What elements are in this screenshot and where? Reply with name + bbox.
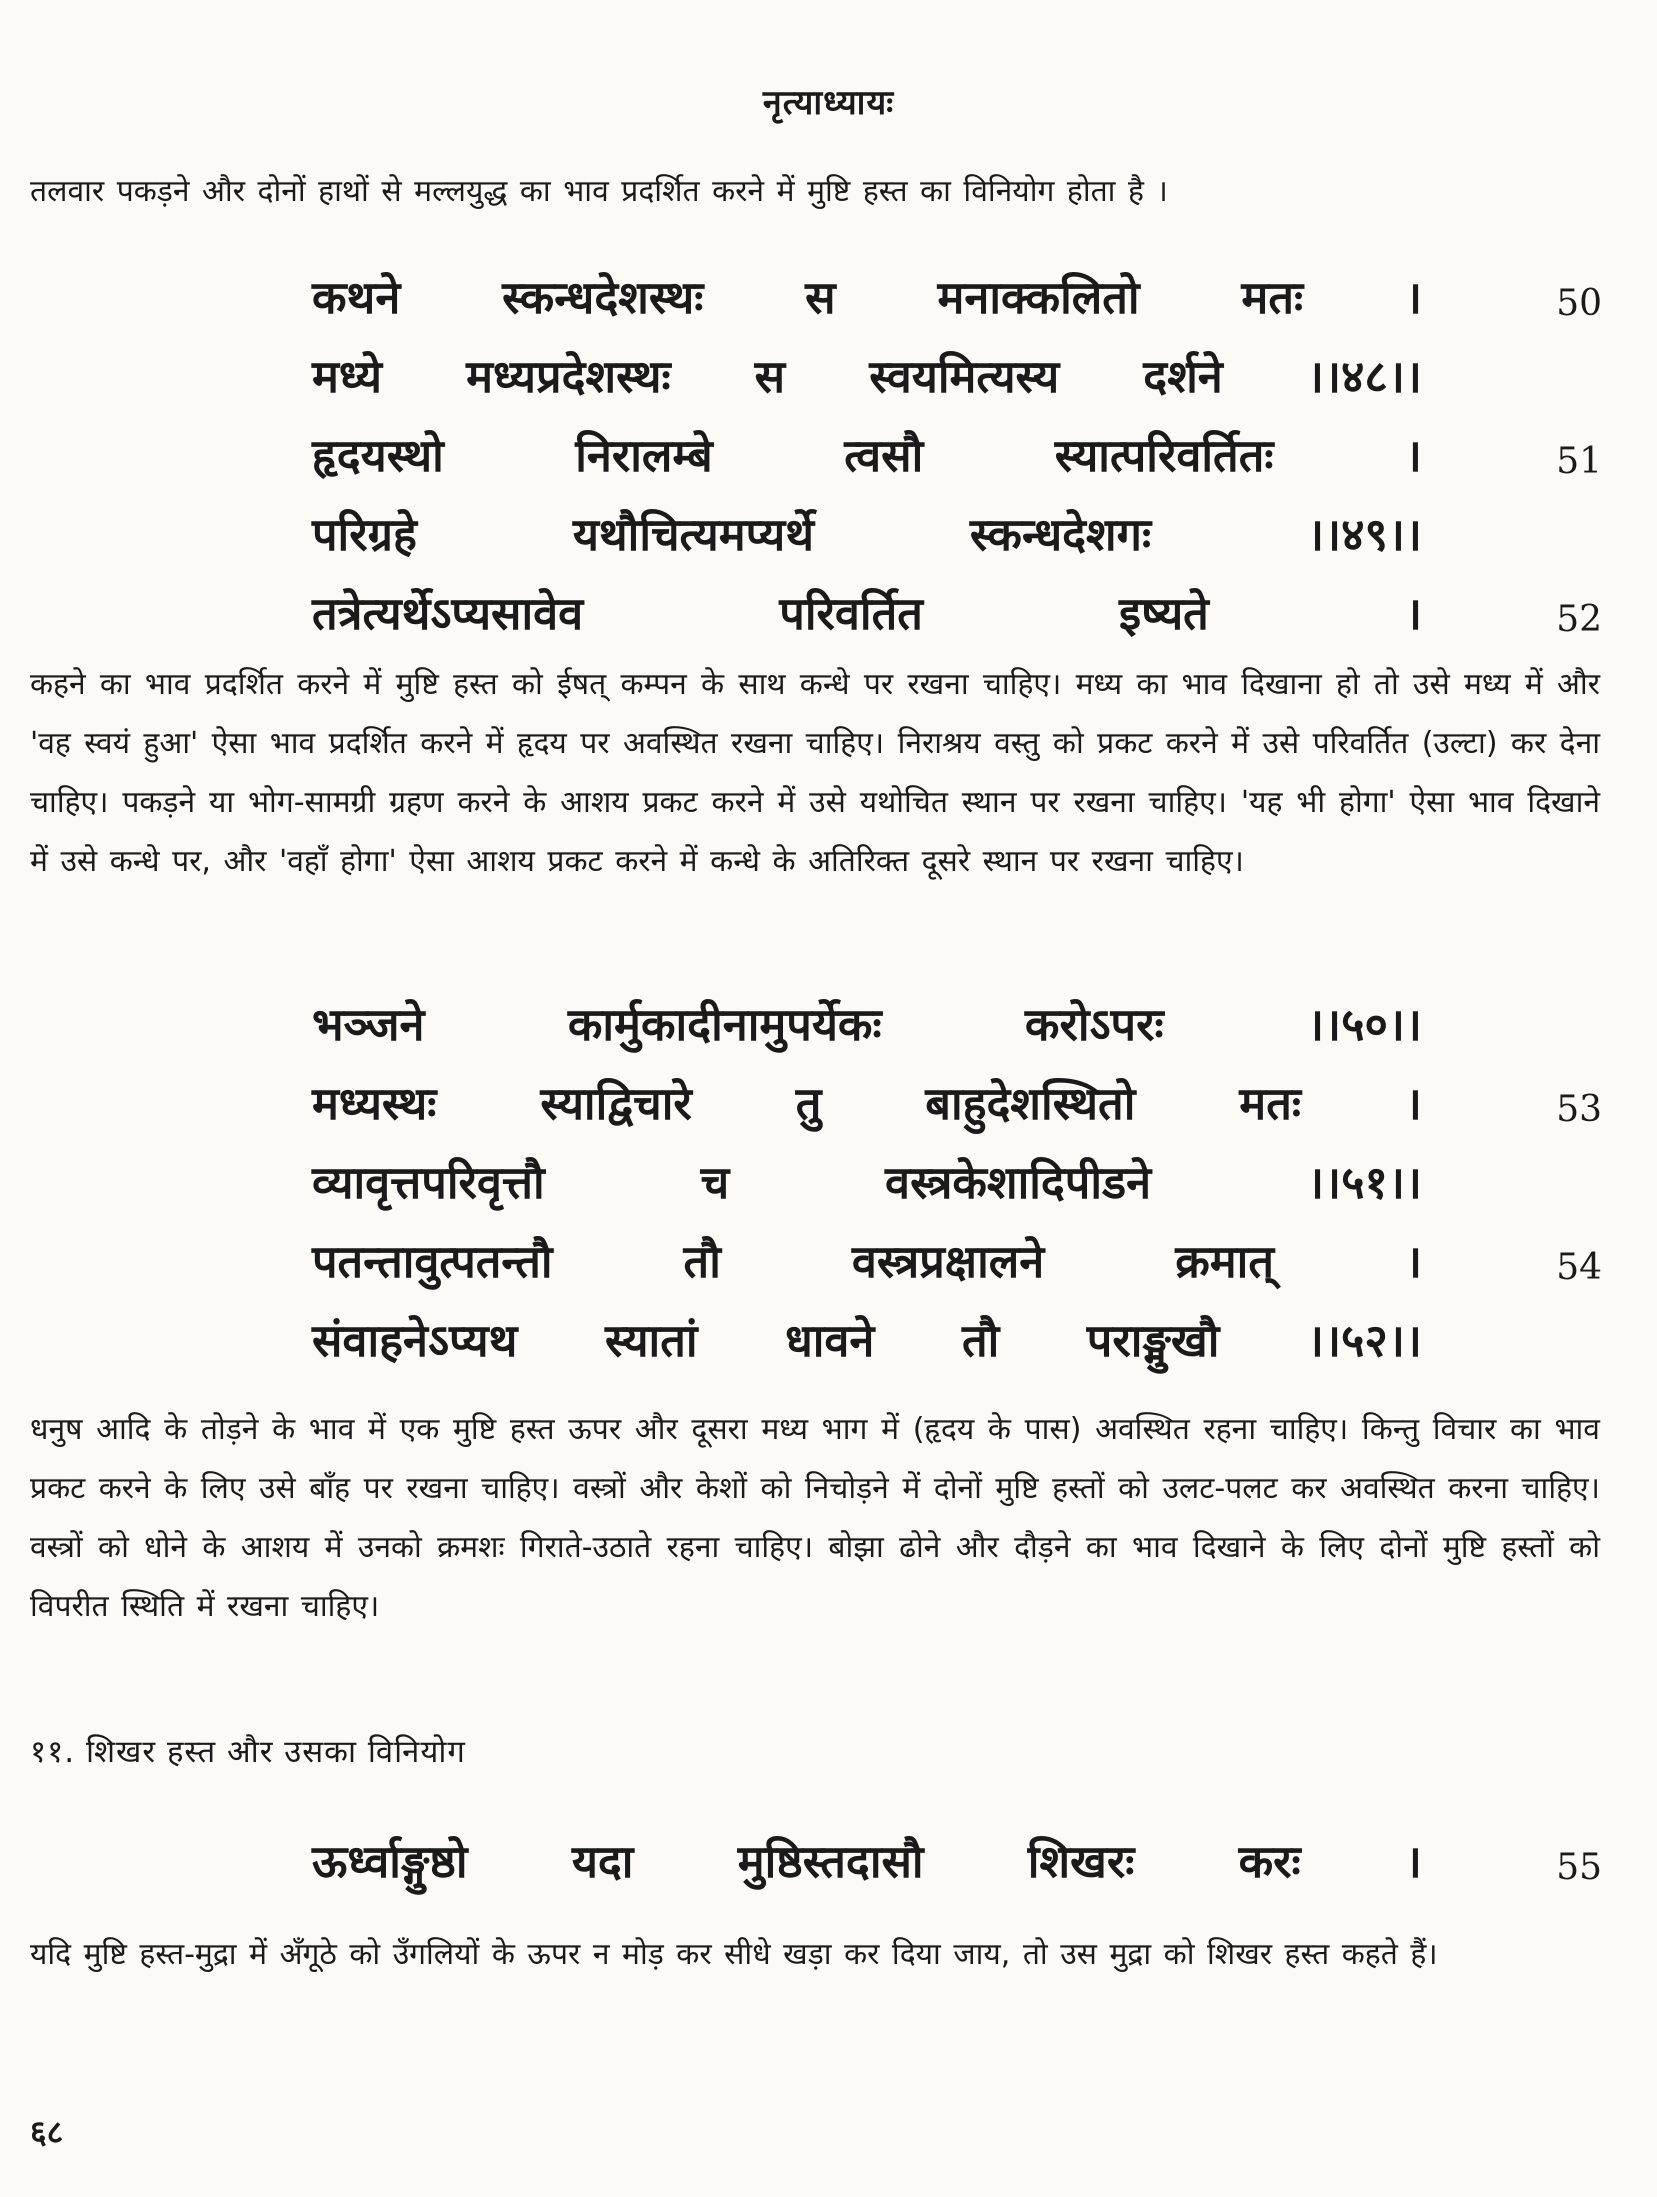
verse-word: इष्यते (1119, 587, 1209, 640)
verse-word: ।।५०।। (1306, 998, 1422, 1051)
verse-line (312, 1222, 1602, 1301)
verse-number: 50 (1556, 283, 1602, 324)
verse-text (312, 1064, 1422, 1143)
verse-word: संवाहनेऽप्यथ (312, 1314, 518, 1367)
verse-word: तु (795, 1077, 822, 1130)
verse-word: क्रमात् (1175, 1235, 1274, 1288)
verse-word: स (805, 271, 836, 324)
verse-number: 51 (1556, 441, 1602, 482)
verse-text (312, 1301, 1422, 1380)
section-heading-shikhar: ११. शिखर हस्त और उसका विनियोग (30, 1734, 466, 1770)
verse-line (312, 1301, 1602, 1380)
verse-line (312, 574, 1602, 653)
verse-word: स्कन्धदेशस्थः (502, 271, 704, 324)
verse-block-2 (312, 985, 1602, 1380)
verse-word: । (1404, 271, 1422, 324)
verse-word: भञ्जने (312, 998, 425, 1051)
paragraph-sword-wrestling: तलवार पकड़ने और दोनों हाथों से मल्लयुद्ध का भाव प्रदर्शित करने में मुष्टि हस्त का विनियोग होता है । (30, 174, 1168, 209)
verse-word: तौ (961, 1314, 1000, 1367)
verse-number: 52 (1556, 599, 1602, 640)
verse-number: 55 (1556, 1847, 1602, 1888)
verse-block-3 (312, 1822, 1602, 1901)
verse-word: मध्यस्थः (312, 1077, 437, 1130)
verse-word: स्यात्परिवर्तितः (1054, 429, 1274, 482)
verse-word: च (700, 1156, 730, 1209)
verse-word: तत्रेत्यर्थेऽप्यसावेव (312, 587, 584, 640)
verse-word: ऊर्ध्वाङ्गुष्ठो (312, 1835, 468, 1888)
verse-word: मध्यप्रदेशस्थः (466, 350, 671, 403)
verse-text (312, 258, 1422, 337)
verse-word: । (1404, 1835, 1422, 1888)
verse-word: यदा (571, 1835, 634, 1888)
verse-word: परिवर्तित (779, 587, 923, 640)
verse-word: परिग्रहे (312, 508, 417, 561)
verse-text (312, 1222, 1422, 1301)
verse-word: त्वसौ (844, 429, 924, 482)
verse-line (312, 258, 1602, 337)
verse-word: । (1404, 587, 1422, 640)
verse-word: तौ (683, 1235, 721, 1288)
verse-word: हृदयस्थो (312, 429, 444, 482)
verse-word: । (1404, 429, 1422, 482)
verse-word: व्यावृत्तपरिवृत्तौ (312, 1156, 545, 1209)
verse-line (312, 495, 1602, 574)
page-number: ६८ (30, 2113, 64, 2151)
verse-line (312, 985, 1602, 1064)
verse-line (312, 337, 1602, 416)
verse-word: स (754, 350, 786, 403)
verse-block-1 (312, 258, 1602, 653)
verse-word: निरालम्बे (575, 429, 713, 482)
verse-word: मतः (1241, 271, 1304, 324)
verse-word: स्यातां (604, 1314, 698, 1367)
verse-text (312, 416, 1422, 495)
verse-word: करः (1238, 1835, 1301, 1888)
verse-word: मध्ये (312, 350, 382, 403)
verse-word: ।।५१।। (1306, 1156, 1422, 1209)
running-head: नृत्याध्यायः (762, 83, 895, 123)
verse-word: ।।५२।। (1306, 1314, 1422, 1367)
verse-text (312, 985, 1422, 1064)
verse-word: । (1404, 1077, 1422, 1130)
verse-text (312, 337, 1422, 416)
verse-word: कथने (312, 271, 401, 324)
verse-word: पतन्तावुत्पतन्तौ (312, 1235, 553, 1288)
verse-line (312, 1064, 1602, 1143)
verse-word: । (1404, 1235, 1422, 1288)
verse-word: कार्मुकादीनामुपर्येकः (567, 998, 882, 1051)
verse-word: यथौचित्यमप्यर्थे (572, 508, 815, 561)
verse-line (312, 1822, 1602, 1901)
verse-text (312, 574, 1422, 653)
verse-number: 53 (1556, 1089, 1602, 1130)
verse-word: शिखरः (1027, 1835, 1135, 1888)
verse-word: करोऽपरः (1024, 998, 1164, 1051)
verse-text (312, 1143, 1422, 1222)
verse-word: बाहुदेशस्थितो (925, 1077, 1136, 1130)
verse-word: मुष्ठिस्तदासौ (737, 1835, 924, 1888)
verse-word: ।।४९।। (1306, 508, 1422, 561)
verse-word: स्याद्विचारे (540, 1077, 692, 1130)
verse-line (312, 416, 1602, 495)
verse-number: 54 (1556, 1247, 1602, 1288)
verse-word: दर्शने (1143, 350, 1223, 403)
paragraph-bow-breaking: धनुष आदि के तोड़ने के भाव में एक मुष्टि हस्त ऊपर और दूसरा मध्य भाग में (हृदय के पास) अवस्थित रहना चाहिए। किन्तु विचार का भाव प्रकट करने के लिए उसे बाँह पर रखना चाहिए। वस्त्रों और केशों को निचोड़ने में दोनों मुष्टि हस्तों को उलट-पलट कर अवस्थित करना चाहिए। वस्त्रों को धोने के आशय में उनको क्रमशः गिराते-उठाते रहना चाहिए। बोझा ढोने और दौड़ने का भाव दिखाने के लिए दोनों मुष्टि हस्तों को विपरीत स्थिति में रखना चाहिए। (30, 1412, 1600, 1624)
paragraph-mushti-meanings: कहने का भाव प्रदर्शित करने में मुष्टि हस्त को ईषत् कम्पन के साथ कन्धे पर रखना चाहिए। मध्य का भाव दिखाना हो तो उसे मध्य में और 'वह स्वयं हुआ' ऐसा भाव प्रदर्शित करने में हृदय पर अवस्थित रखना चाहिए। निराश्रय वस्तु को प्रकट करने में उसे परिवर्तित (उल्टा) कर देना चाहिए। पकड़ने या भोग-सामग्री ग्रहण करने के आशय प्रकट करने में उसे यथोचित स्थान पर रखना चाहिए। 'यह भी होगा' ऐसा भाव दिखाने में उसे कन्धे पर, और 'वहाँ होगा' ऐसा आशय प्रकट करने में कन्धे के अतिरिक्त दूसरे स्थान पर रखना चाहिए। (30, 667, 1600, 879)
verse-word: वस्त्रकेशादिपीडने (885, 1156, 1152, 1209)
verse-text (312, 1822, 1422, 1901)
verse-word: मतः (1239, 1077, 1301, 1130)
verse-word: स्कन्धदेशगः (969, 508, 1152, 561)
verse-word: वस्त्रप्रक्षालने (851, 1235, 1045, 1288)
verse-word: धावने (785, 1314, 875, 1367)
verse-word: मनाक्कलितो (937, 271, 1140, 324)
verse-line (312, 1143, 1602, 1222)
verse-word: ।।४८।। (1306, 350, 1422, 403)
paragraph-shikhar-definition: यदि मुष्टि हस्त-मुद्रा में अँगूठे को उँगलियों के ऊपर न मोड़ कर सीधे खड़ा कर दिया जाय, तो उस मुद्रा को शिखर हस्त कहते हैं। (30, 1937, 1438, 1972)
verse-word: स्वयमित्यस्य (869, 350, 1060, 403)
verse-text (312, 495, 1422, 574)
verse-word: पराङ्मुखौ (1086, 1314, 1220, 1367)
